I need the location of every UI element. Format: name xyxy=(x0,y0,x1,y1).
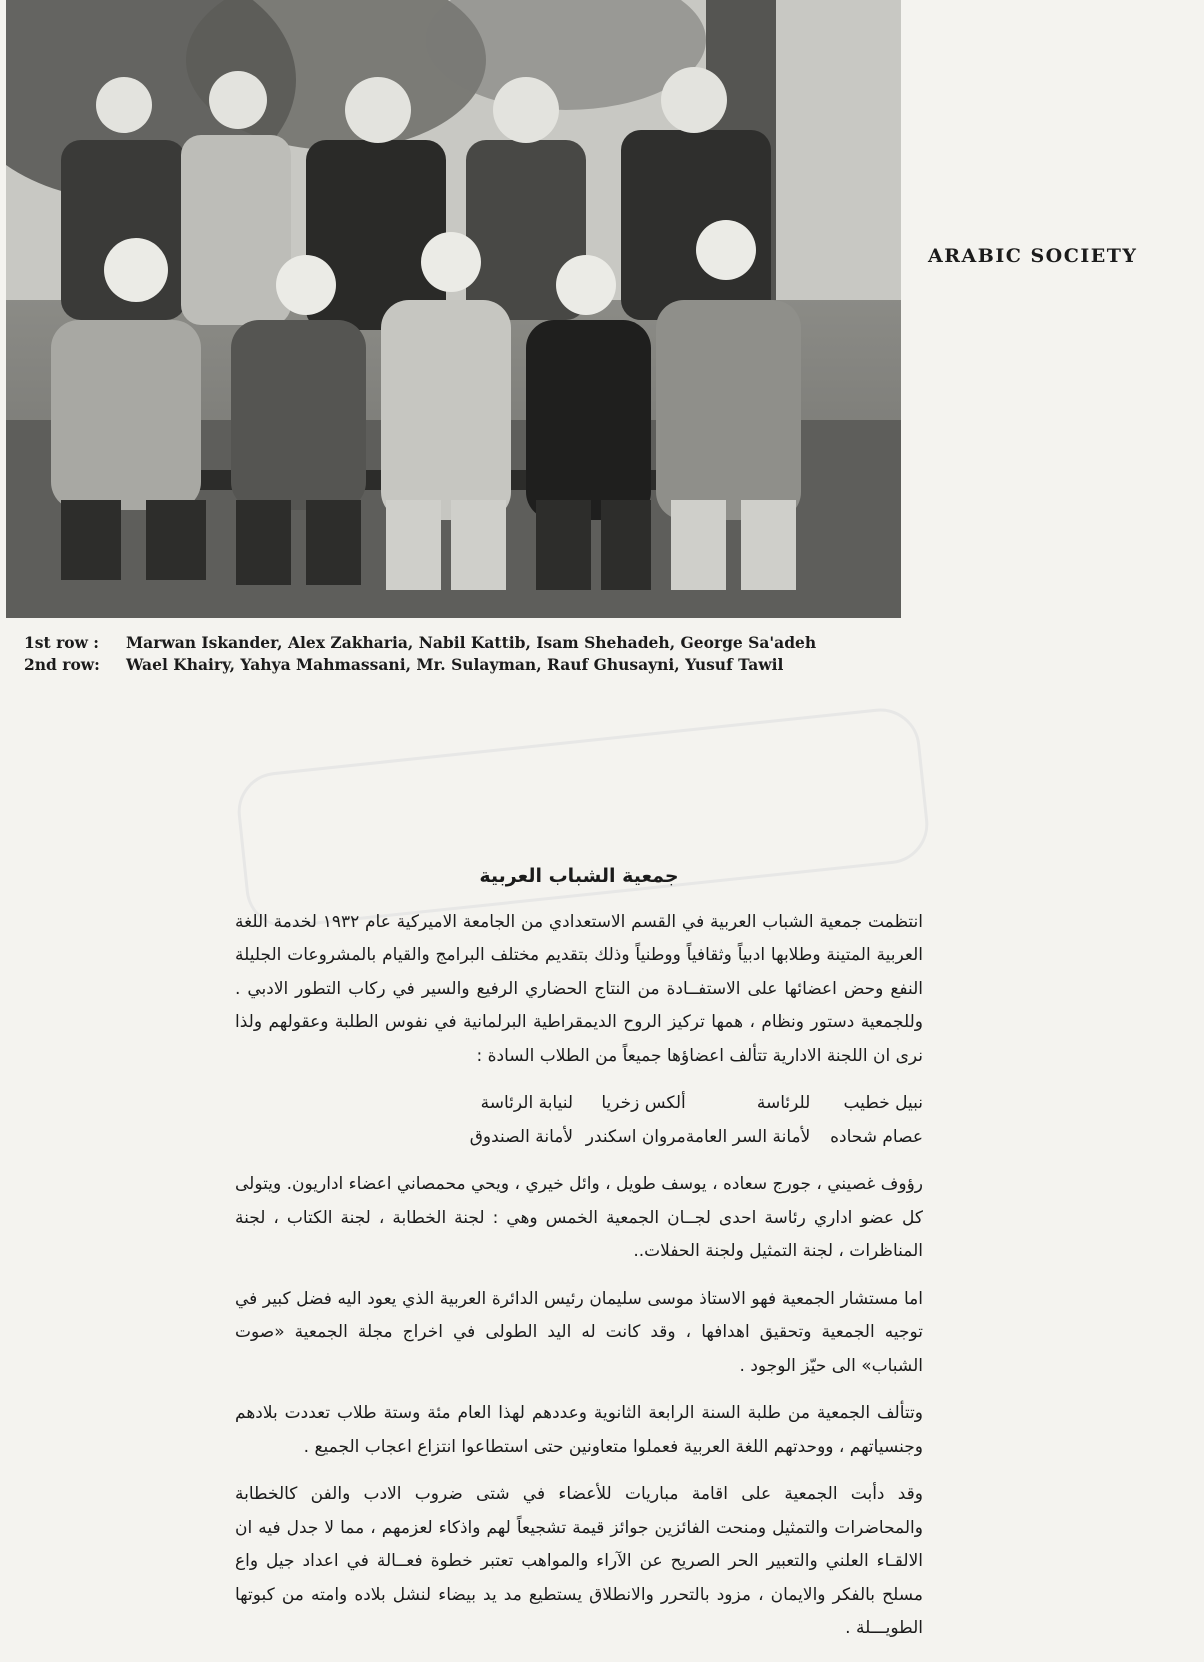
officer-role: للرئاسة xyxy=(756,1093,811,1113)
caption-row-names: Marwan Iskander, Alex Zakharia, Nabil Kattib, Isam Shehadeh, George Sa'adeh xyxy=(126,633,817,652)
arabic-paragraph: انتظمت جمعية الشباب العربية في القسم الاستعدادي من الجامعة الاميركية عام ١٩٣٢ لخدمة اللغة العربية المتينة وطلابها ادبياً وثقافياً ووطنياً وذلك بتقديم مختلف البرامج والقيام بالمشروعات الجليلة النفع وحض اعضائها على الاستفــادة من النتاج الحضاري الرفيع والسير في ركاب التطور الادبي . وللجمعية دستور ونظام ، همها تركيز الروح الديمقراطية البرلمانية في نفوس الطلبة وعقولهم ولذا نرى ان اللجنة الادارية تتألف اعضاؤها جميعاً من الطلاب السادة : xyxy=(235,911,924,1066)
arabic-paragraph: رؤوف غصيني ، جورج سعاده ، يوسف طويل ، وائل خيري ، ويحي محمصاني اعضاء اداريون. ويتولى كل عضو اداري رئاسة احدى لجــان الجمعية الخمس وهي : لجنة الخطابة ، لجنة الكتاب ، لجنة المناظرات ، لجنة التمثيل ولجنة الحفلات.. xyxy=(235,1174,923,1261)
caption-row-1 xyxy=(24,632,816,654)
caption-row-2 xyxy=(24,654,816,676)
officer-role: لأمانة الصندوق xyxy=(469,1126,574,1147)
caption-row-label: 2nd row: xyxy=(24,655,100,674)
officers-list xyxy=(235,1087,923,1154)
section-title: ARABIC SOCIETY xyxy=(928,245,1138,267)
arabic-paragraph: اما مستشار الجمعية فهو الاستاذ موسى سليمان رئيس الدائرة العربية الذي يعود اليه فضل كبير في توجيه الجمعية وتحقيق اهدافها ، وقد كانت له اليد الطولى في اخراج مجلة الجمعية «صوت الشباب» الى حيّز الوجود . xyxy=(235,1288,923,1376)
arabic-article xyxy=(235,860,923,1660)
arabic-paragraph: وقد دأبت الجمعية على اقامة مباريات للأعضاء في شتى ضروب الادب والفن كالخطابة والمحاضرات والتمثيل ومنحت الفائزين جوائز قيمة تشجيعاً لهم واذكاء لعزمهم ، مما لا جدل فيه ان الالقـاء العلني والتعبير الحر الصريح عن الآراء والمواهب تعتبر خطوة فعــالة في اعداد جيل واع مسلح بالفكر والايمان ، مزود بالتحرر والانطلاق يستطيع مد يد بيضاء لنشل بلاده وامته من كبوتها الطويـــلة . xyxy=(235,1484,923,1638)
officer-role: لنيابة الرئاسة xyxy=(480,1093,574,1113)
group-photo xyxy=(6,0,901,618)
officer-name: ألكس زخريا xyxy=(601,1093,686,1113)
officer-role: لأمانة السر العامة xyxy=(685,1126,811,1147)
officer-name: مروان اسكندر xyxy=(585,1126,686,1147)
caption-row-label: 1st row : xyxy=(24,633,100,652)
photo-caption xyxy=(24,632,816,676)
officer-name: عصام شحاده xyxy=(830,1126,923,1147)
group-photo-illustration xyxy=(6,0,901,618)
arabic-title: جمعية الشباب العربية xyxy=(479,865,679,887)
arabic-paragraph: وتتألف الجمعية من طلبة السنة الرابعة الثانوية وعددهم لهذا العام مئة وستة طلاب تعددت بلادهم وجنسياتهم ، ووحدتهم اللغة العربية فعملوا متعاونين حتى استطاعوا انتزاع اعجاب الجميع . xyxy=(235,1403,923,1457)
caption-row-names: Wael Khairy, Yahya Mahmassani, Mr. Sulayman, Rauf Ghusayni, Yusuf Tawil xyxy=(126,655,784,674)
officer-name: نبيل خطيب xyxy=(843,1093,923,1113)
